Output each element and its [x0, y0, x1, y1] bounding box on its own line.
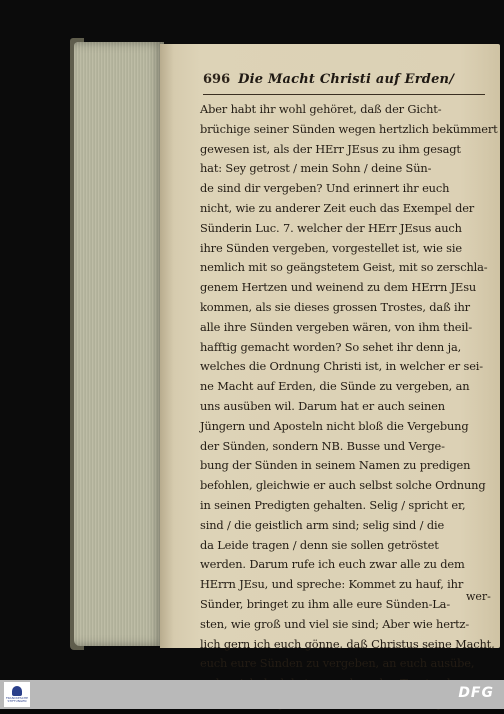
text-line: HErrn JEsu, und spreche: Kommet zu hauf, ihr [200, 577, 464, 592]
text-line: lich gern ich euch gönne, daß Christus seine Macht, [200, 636, 495, 651]
text-line: Aber habt ihr wohl gehöret, daß der Gicht- [200, 102, 442, 116]
library-logo[interactable] [4, 682, 30, 707]
viewer-footer [0, 680, 504, 709]
library-logo-text: FRANCKESCHE STIFTUNGEN [5, 696, 29, 703]
page-number: 696 [203, 72, 231, 87]
text-line: Sünderin Luc. 7. welcher der HErr JEsus auch [200, 220, 462, 235]
text-line: welches die Ordnung Christi ist, in welcher er sei- [200, 359, 483, 374]
text-line: befohlen, gleichwie er auch selbst solche Ordnung [200, 478, 486, 493]
text-line: gewesen ist, als der HErr JEsus zu ihm gesagt [200, 141, 461, 156]
text-line: nicht, wie zu anderer Zeit euch das Exempel der [200, 200, 475, 215]
text-line: nemlich mit so geängstetem Geist, mit so zerschla- [200, 260, 488, 275]
text-line: in seinen Predigten gehalten. Selig / spricht er, [200, 497, 466, 512]
text-line: kommen, als sie dieses grossen Trostes, daß ihr [200, 299, 470, 314]
text-line: uns ausüben wil. Darum hat er auch seinen [200, 398, 445, 413]
page-header [203, 72, 485, 95]
running-head: Die Macht Christi auf Erden/ [238, 72, 455, 87]
dfg-logo[interactable]: DFG [458, 685, 494, 701]
text-line: ihre Sünden vergeben, vorgestellet ist, wie sie [200, 240, 462, 255]
catchword: wer- [466, 590, 491, 603]
text-line: genem Hertzen und weinend zu dem HErrn JEsu [200, 280, 477, 295]
text-line: werden. Darum rufe ich euch zwar alle zu dem [200, 557, 465, 572]
text-line: sten, wie groß und viel sie sind; Aber wie hertz- [200, 616, 470, 631]
text-line: hafftig gemacht worden? So sehet ihr denn ja, [200, 339, 462, 354]
text-line: de sind dir vergeben? Und erinnert ihr euch [200, 181, 450, 196]
text-line: ne Macht auf Erden, die Sünde zu vergeben, an [200, 379, 470, 394]
body-text [200, 100, 498, 714]
text-line: euch eure Sünden zu vergeben, an euch ausübe, [200, 656, 475, 671]
text-line: da Leide tragen / denn sie sollen getröstet [200, 537, 439, 552]
text-line: hat: Sey getrost / mein Sohn / deine Sün- [200, 161, 432, 176]
text-line: der Sünden, sondern NB. Busse und Verge- [200, 438, 445, 453]
text-line: Jüngern und Aposteln nicht bloß die Vergebung [200, 418, 469, 433]
text-line: Sünder, bringet zu ihm alle eure Sünden-La- [200, 596, 451, 611]
page-edges [74, 42, 164, 646]
text-line: alle ihre Sünden vergeben wären, von ihm theil- [200, 319, 473, 334]
text-line: brüchige seiner Sünden wegen hertzlich bekümmert [200, 121, 498, 136]
text-line: sind / die geistlich arm sind; selig sind / die [200, 517, 445, 532]
building-icon [12, 686, 22, 696]
text-line: bung der Sünden in seinem Namen zu predigen [200, 458, 471, 473]
